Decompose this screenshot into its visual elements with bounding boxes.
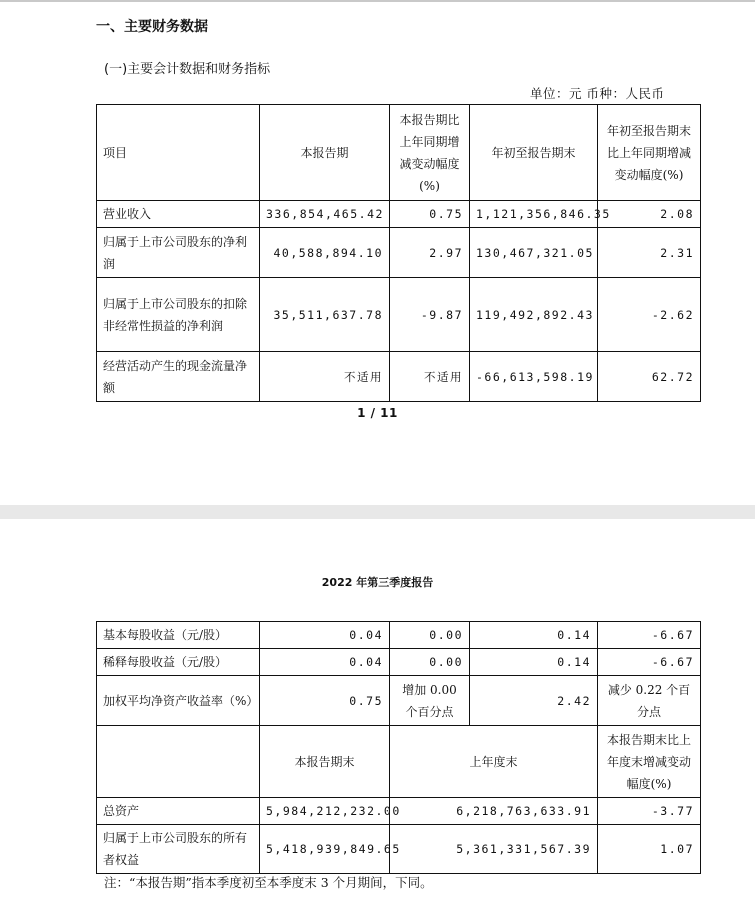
table-row xyxy=(97,649,701,676)
cell-value: 130,467,321.05 xyxy=(470,228,598,278)
cell-value: -2.62 xyxy=(598,278,701,352)
header-ytd-change: 年初至报告期末比上年同期增减变动幅度(%) xyxy=(598,105,701,201)
page-number: 1 / 11 xyxy=(357,406,398,420)
table-header-row xyxy=(97,105,701,201)
cell-value: 0.14 xyxy=(470,649,598,676)
cell-value: 0.00 xyxy=(390,622,470,649)
header-period-end-change: 本报告期末比上年度末增减变动幅度(%) xyxy=(598,726,701,798)
cell-value: 不适用 xyxy=(390,352,470,402)
cell-value: 1,121,356,846.35 xyxy=(470,201,598,228)
table-row xyxy=(97,825,701,874)
cell-value: 40,588,894.10 xyxy=(260,228,390,278)
row-label: 经营活动产生的现金流量净额 xyxy=(97,352,260,402)
row-label: 营业收入 xyxy=(97,201,260,228)
cell-value: 0.14 xyxy=(470,622,598,649)
table-row xyxy=(97,676,701,726)
header-current-period-change: 本报告期比上年同期增减变动幅度(%) xyxy=(390,105,470,201)
cell-value: 0.75 xyxy=(260,676,390,726)
header-empty xyxy=(97,726,260,798)
cell-value: 2.42 xyxy=(470,676,598,726)
cell-value: -9.87 xyxy=(390,278,470,352)
cell-value: 减少 0.22 个百分点 xyxy=(598,676,701,726)
page-gap xyxy=(0,505,755,519)
cell-value: 2.31 xyxy=(598,228,701,278)
unit-currency-line: 单位：元 币种：人民币 xyxy=(530,86,665,101)
cell-value: 62.72 xyxy=(598,352,701,402)
table-row xyxy=(97,798,701,825)
row-label: 基本每股收益（元/股） xyxy=(97,622,260,649)
row-label: 加权平均净资产收益率（%） xyxy=(97,676,260,726)
cell-value: 0.00 xyxy=(390,649,470,676)
header-ytd: 年初至报告期末 xyxy=(470,105,598,201)
subsection-title: (一)主要会计数据和财务指标 xyxy=(104,62,271,77)
header-item: 项目 xyxy=(97,105,260,201)
header-current-period: 本报告期 xyxy=(260,105,390,201)
cell-value: -66,613,598.19 xyxy=(470,352,598,402)
cell-value: 5,361,331,567.39 xyxy=(390,825,598,874)
report-title: 2022 年第三季度报告 xyxy=(321,576,434,589)
cell-value: 0.04 xyxy=(260,649,390,676)
page-top-border xyxy=(0,0,755,2)
cell-value: 35,511,637.78 xyxy=(260,278,390,352)
table-row xyxy=(97,201,701,228)
row-label: 归属于上市公司股东的扣除非经常性损益的净利润 xyxy=(97,278,260,352)
cell-value: 5,984,212,232.00 xyxy=(260,798,390,825)
cell-value: -6.67 xyxy=(598,622,701,649)
per-share-and-assets-table xyxy=(96,621,701,874)
table-row xyxy=(97,622,701,649)
cell-value: 2.97 xyxy=(390,228,470,278)
header-prior-year-end: 上年度末 xyxy=(390,726,598,798)
cell-value: 2.08 xyxy=(598,201,701,228)
row-label: 总资产 xyxy=(97,798,260,825)
row-label: 归属于上市公司股东的所有者权益 xyxy=(97,825,260,874)
page-2 xyxy=(0,519,755,902)
section-title: 一、主要财务数据 xyxy=(96,19,208,35)
cell-value: 6,218,763,633.91 xyxy=(390,798,598,825)
table-header-row xyxy=(97,726,701,798)
main-financial-data-table xyxy=(96,104,701,402)
table-row xyxy=(97,278,701,352)
cell-value: 0.04 xyxy=(260,622,390,649)
footnote: 注：“本报告期”指本季度初至本季度末 3 个月期间，下同。 xyxy=(104,875,433,890)
table-row xyxy=(97,352,701,402)
cell-value: 增加 0.00 个百分点 xyxy=(390,676,470,726)
header-period-end: 本报告期末 xyxy=(260,726,390,798)
cell-value: -6.67 xyxy=(598,649,701,676)
row-label: 归属于上市公司股东的净利润 xyxy=(97,228,260,278)
cell-value: 不适用 xyxy=(260,352,390,402)
cell-value: 1.07 xyxy=(598,825,701,874)
cell-value: 336,854,465.42 xyxy=(260,201,390,228)
cell-value: 5,418,939,849.65 xyxy=(260,825,390,874)
cell-value: 119,492,892.43 xyxy=(470,278,598,352)
row-label: 稀释每股收益（元/股） xyxy=(97,649,260,676)
cell-value: 0.75 xyxy=(390,201,470,228)
cell-value: -3.77 xyxy=(598,798,701,825)
table-row xyxy=(97,228,701,278)
